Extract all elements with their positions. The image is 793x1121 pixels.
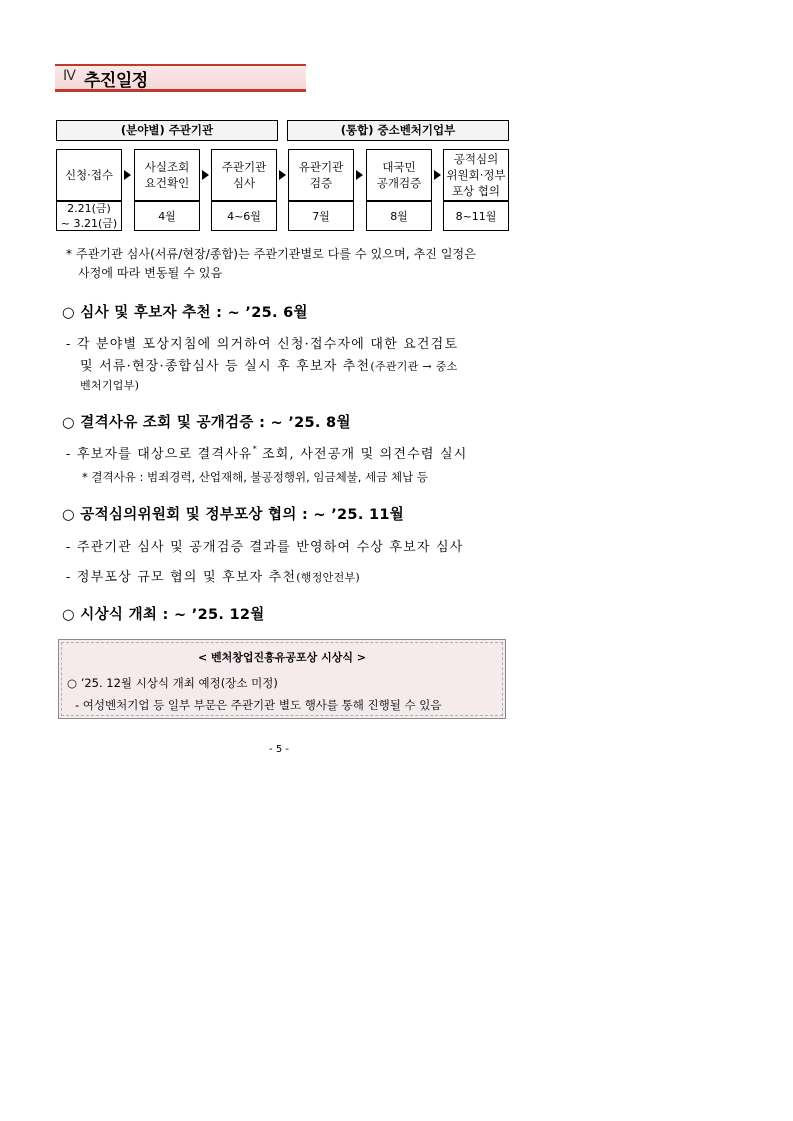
flow-note-line1: * 주관기관 심사(서류/현장/종합)는 주관기관별로 다를 수 있으며, 추진 일정은 bbox=[66, 247, 476, 261]
flow-arrow-icon bbox=[434, 170, 441, 180]
section-number: Ⅳ bbox=[63, 68, 76, 84]
step-box-public-verification: 대국민 공개검증 bbox=[366, 149, 432, 201]
group-label-right: (통합) 중소벤처기업부 bbox=[287, 120, 509, 141]
item-review-line2-note: (주관기관 → 중소 bbox=[370, 360, 458, 373]
step-box-committee: 공적심의 위원회·정부 포상 협의 bbox=[443, 149, 509, 201]
ceremony-info-box bbox=[58, 639, 506, 719]
item-committee-line2-text: - 정부포상 규모 협의 및 후보자 추천 bbox=[66, 570, 297, 585]
item-disq-line1-text: - 후보자를 대상으로 결격사유 bbox=[66, 447, 253, 462]
group-label-left: (분야별) 주관기관 bbox=[56, 120, 278, 141]
flow-note-line2: 사정에 따라 변동될 수 있음 bbox=[78, 266, 223, 280]
item-heading-ceremony: ○ 시상식 개최 : ~ ’25. 12월 bbox=[62, 607, 265, 623]
item-disq-line1-rest: 조회, 사전공개 및 의견수렴 실시 bbox=[256, 447, 468, 462]
flow-arrow-icon bbox=[356, 170, 363, 180]
step-box-agency-review: 주관기관 심사 bbox=[211, 149, 277, 201]
step-box-apply: 신청·접수 bbox=[56, 149, 122, 201]
item-heading-disqualification: ○ 결격사유 조회 및 공개검증 : ~ ’25. 8월 bbox=[62, 415, 351, 431]
item-heading-review: ○ 심사 및 후보자 추천 : ~ ’25. 6월 bbox=[62, 305, 308, 321]
item-disq-footnote: * 결격사유 : 범죄경력, 산업재해, 불공정행위, 임금체불, 세금 체납 등 bbox=[82, 470, 428, 484]
step-date-fact-check: 4월 bbox=[134, 201, 200, 231]
flow-arrow-icon bbox=[202, 170, 209, 180]
item-review-line1: - 각 분야별 포상지침에 의거하여 신청·접수자에 대한 요건검토 bbox=[66, 337, 459, 352]
section-title: 추진일정 bbox=[84, 71, 148, 91]
ceremony-box-title: < 벤처창업진흥유공포상 시상식 > bbox=[197, 651, 367, 664]
item-review-line2-text: 및 서류·현장·종합심사 등 실시 후 후보자 추천 bbox=[80, 359, 371, 374]
step-box-fact-check: 사실조회 요건확인 bbox=[134, 149, 200, 201]
flow-arrow-icon bbox=[124, 170, 131, 180]
step-date-public-verification: 8월 bbox=[366, 201, 432, 231]
item-heading-committee: ○ 공적심의위원회 및 정부포상 협의 : ~ ’25. 11월 bbox=[62, 507, 405, 523]
step-date-committee: 8~11월 bbox=[443, 201, 509, 231]
item-committee-line2 bbox=[66, 566, 360, 585]
ceremony-box-line1: ○ ’25. 12월 시상식 개최 예정(장소 미정) bbox=[67, 676, 278, 690]
item-committee-line2-note: (행정안전부) bbox=[296, 571, 361, 584]
footnote-marker: * bbox=[252, 444, 257, 454]
step-date-apply: 2.21(금) ~ 3.21(금) bbox=[56, 201, 122, 231]
step-date-related-verification: 7월 bbox=[288, 201, 354, 231]
step-box-related-verification: 유관기관 검증 bbox=[288, 149, 354, 201]
item-disq-line1 bbox=[66, 443, 468, 462]
item-review-line2 bbox=[80, 355, 458, 374]
page-number: - 5 - bbox=[269, 744, 289, 755]
step-date-agency-review: 4~6월 bbox=[211, 201, 277, 231]
ceremony-box-line2: - 여성벤처기업 등 일부 부문은 주관기관 별도 행사를 통해 진행될 수 있음 bbox=[75, 698, 442, 712]
section-heading bbox=[55, 64, 306, 92]
flow-arrow-icon bbox=[279, 170, 286, 180]
item-committee-line1: - 주관기관 심사 및 공개검증 결과를 반영하여 수상 후보자 심사 bbox=[66, 540, 464, 555]
item-review-line3: 벤처기업부) bbox=[80, 379, 140, 392]
